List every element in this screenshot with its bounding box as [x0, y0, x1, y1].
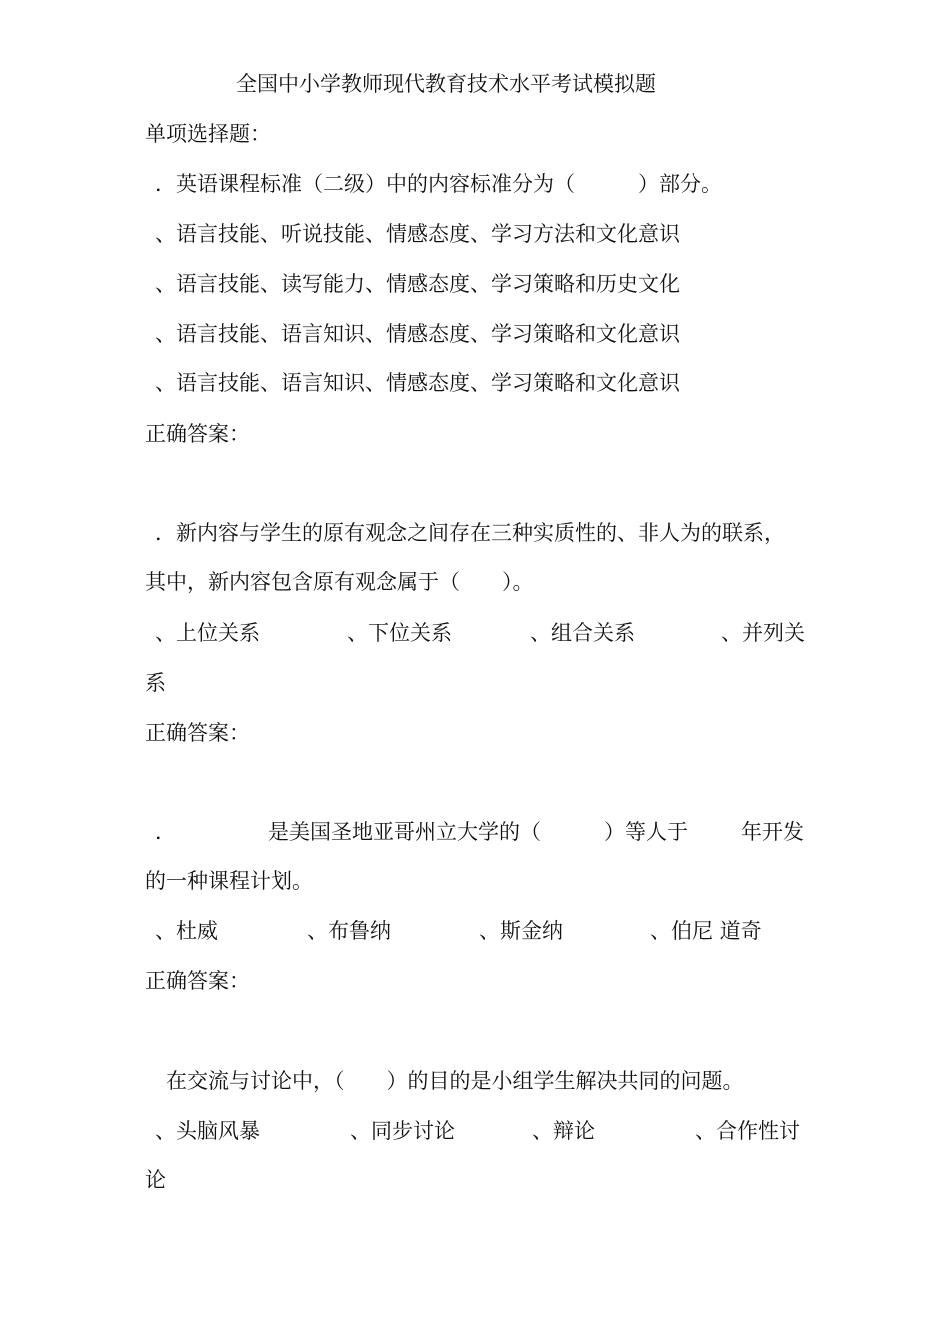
question-3-option-a: 、杜威 — [155, 919, 218, 943]
question-3-stem-line-2: 的一种课程计划。 — [145, 869, 313, 893]
question-4-stem: 在交流与讨论中，（ ）的目的是小组学生解决共同的问题。 — [166, 1069, 744, 1093]
question-1-option-a: 、语言技能、听说技能、情感态度、学习方法和文化意识 — [155, 222, 680, 246]
question-2-stem-line-1: ．新内容与学生的原有观念之间存在三种实质性的、非人为的联系， — [155, 521, 785, 545]
question-4-option-d: 、合作性讨 — [695, 1119, 800, 1143]
question-2-option-d: 、并列关 — [721, 621, 805, 645]
question-2-option-a: 、上位关系 — [155, 621, 260, 645]
page-title: 全国中小学教师现代教育技术水平考试模拟题 — [236, 72, 656, 96]
question-3-number: ． — [155, 820, 176, 844]
question-4-option-d-wrap: 论 — [145, 1168, 166, 1192]
question-2-option-d-wrap: 系 — [145, 671, 166, 695]
question-1-answer-label: 正确答案： — [145, 422, 250, 446]
question-3-stem-line-1-end: 年开发 — [741, 820, 804, 844]
question-4-option-b: 、同步讨论 — [350, 1119, 455, 1143]
question-2-answer-label: 正确答案： — [145, 721, 250, 745]
question-1-option-b: 、语言技能、读写能力、情感态度、学习策略和历史文化 — [155, 272, 680, 296]
question-2-option-b: 、下位关系 — [347, 621, 452, 645]
question-3-option-d: 、伯尼 道奇 — [650, 919, 762, 943]
question-3-option-b: 、布鲁纳 — [307, 919, 391, 943]
question-1-stem: ．英语课程标准（二级）中的内容标准分为（ ）部分。 — [155, 172, 722, 196]
question-4-option-c: 、辩论 — [532, 1119, 595, 1143]
question-4-option-a: 、头脑风暴 — [155, 1119, 260, 1143]
question-1-option-c: 、语言技能、语言知识、情感态度、学习策略和文化意识 — [155, 322, 680, 346]
question-3-stem-line-1: 是美国圣地亚哥州立大学的（ ）等人于 — [268, 820, 688, 844]
question-3-option-c: 、斯金纳 — [479, 919, 563, 943]
question-1-option-d: 、语言技能、语言知识、情感态度、学习策略和文化意识 — [155, 371, 680, 395]
question-3-answer-label: 正确答案： — [145, 969, 250, 993]
question-2-stem-line-2: 其中，新内容包含原有观念属于（ ）。 — [145, 570, 534, 594]
question-2-option-c: 、组合关系 — [530, 621, 635, 645]
section-heading: 单项选择题： — [145, 122, 271, 146]
